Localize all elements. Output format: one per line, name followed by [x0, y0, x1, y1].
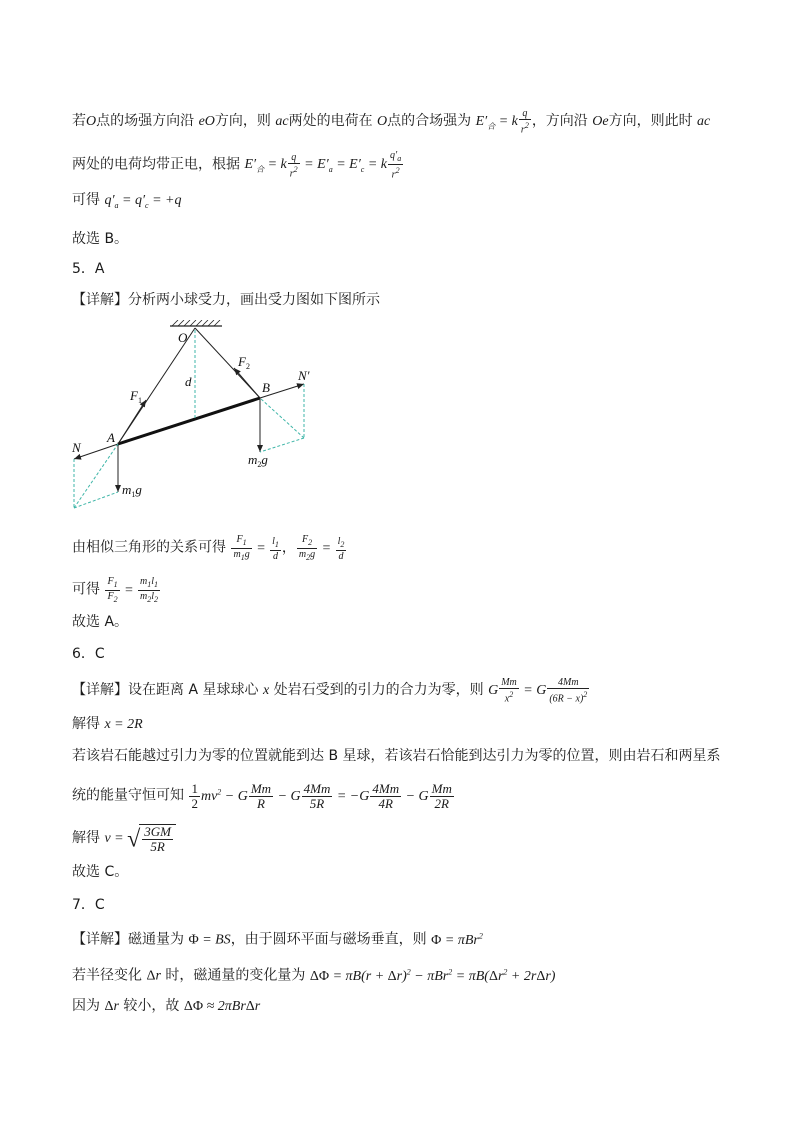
formula-ratio: $\frac{F_1}{F_2}$ = $\frac{m_1l_1}{m_2l_2}$: [107, 576, 159, 604]
text-line-15: [72, 824, 176, 854]
formula-field-equality: $E'_合 = k$ $\frac{q}{r^2}$ = $E'_a = E'_c = k$ $\frac{q'_a}{r^2}$: [244, 150, 402, 181]
text: 点的场强方向沿: [96, 112, 195, 129]
text-line-14: [72, 782, 455, 811]
text: 两处的电荷在: [288, 112, 373, 129]
text-line-7: [72, 534, 347, 563]
formula-delta-flux: $\Delta\Phi = \pi B(r + \Delta r)^2 - \pi Br^2 = \pi B(\Delta r^2 + 2r\Delta r)$: [309, 967, 556, 984]
text: 处岩石受到的引力的合力为零，则: [273, 681, 484, 698]
text-line-6: 【详解】分析两小球受力，画出受力图如下图所示: [72, 292, 380, 308]
text: 时，磁通量的变化量为: [165, 967, 306, 984]
answer-6: 6．C: [72, 646, 105, 662]
text-line-20: [72, 996, 260, 1017]
text: 可得: [72, 581, 100, 598]
arrow-F2: [234, 368, 260, 398]
text-line-3: [72, 190, 182, 216]
text-line-4: 故选 B。: [72, 231, 129, 247]
formula-x: x = 2R: [104, 717, 143, 732]
text: 【详解】磁通量为: [72, 931, 184, 948]
label-N: N: [72, 440, 81, 455]
text: 两处的电荷均带正电，根据: [72, 156, 240, 173]
text: 方向，则: [214, 112, 271, 129]
answer-5: 5．A: [72, 261, 105, 277]
text-line-12: [72, 714, 143, 735]
text: 【详解】设在距离 A 星球球心: [72, 681, 259, 698]
text: 统的能量守恒可知: [72, 787, 184, 804]
formula-flux-circle: Φ = πBr$^2$: [431, 931, 483, 948]
math-var: eO: [198, 113, 215, 129]
text-line-9: 故选 A。: [72, 614, 129, 630]
label-d: d: [185, 374, 192, 389]
text: 因为: [72, 998, 100, 1014]
text: 解得: [72, 716, 100, 732]
text: ，由于圆环平面与磁场垂直，则: [230, 931, 427, 948]
text: 若: [72, 112, 86, 129]
text-line-16: 故选 C。: [72, 864, 129, 880]
math-var: x: [262, 682, 270, 698]
formula-delta-r: Δr: [146, 968, 161, 984]
formula-approx: ΔΦ ≈ 2πBrΔr: [183, 999, 261, 1014]
label-Nprime: N′: [298, 368, 310, 383]
answer-7: 7．C: [72, 897, 105, 913]
label-F1: $F_1$: [130, 388, 142, 405]
formula-E-total: $E'_合 = k$ $\frac{q}{r^2}$: [475, 108, 529, 136]
label-B: B: [262, 380, 270, 395]
text-line-8: [72, 576, 161, 605]
label-O: O: [178, 330, 188, 345]
label-A: A: [107, 430, 115, 445]
text-line-13: 若该岩石能越过引力为零的位置就能到达 B 星球，若该岩石恰能到达引力为零的位置，则由岩石和两星系: [72, 748, 721, 764]
text: 较小，故: [123, 998, 180, 1014]
force-diagram: [62, 320, 322, 520]
formula-delta-r-2: Δr: [104, 999, 119, 1014]
text: 由相似三角形的关系可得: [72, 539, 226, 556]
math-var: ac: [275, 113, 289, 129]
text: ，方向沿: [531, 112, 588, 129]
text: 方向，则此时: [608, 112, 693, 129]
text-line-18: [72, 926, 483, 951]
math-var: O: [86, 113, 97, 129]
label-m1g: $m_1g$: [122, 482, 142, 499]
text: 可得: [72, 192, 100, 208]
math-var: Oe: [592, 113, 609, 129]
text: 若半径变化: [72, 967, 142, 984]
label-m2g: $m_2g$: [248, 452, 268, 469]
label-F2: $F_2$: [238, 354, 250, 371]
math-var: ac: [697, 113, 711, 129]
formula-flux: Φ = BS: [188, 932, 231, 948]
math-var: O: [377, 113, 388, 129]
text-line-1: [72, 108, 710, 137]
text: 点的合场强为: [387, 112, 472, 129]
text: 解得: [72, 830, 100, 847]
formula-gravity-balance: G $\frac{Mm}{x^2}$ = G $\frac{4Mm}{(6R - x)^2}$: [488, 677, 588, 705]
formula-v: v = √ $\frac{3GM}{5R}$: [104, 831, 176, 846]
text-line-11: [72, 677, 590, 704]
text-line-19: [72, 962, 555, 987]
text-line-2: [72, 150, 404, 180]
formula-charges: $q'_a = q'_c = +q$: [104, 193, 182, 210]
formula-similar-triangles: $\frac{F_1}{m_1g}$ = $\frac{l_1}{d}$ ， $\frac{F_2}{m_2g}$ = $\frac{l_2}{d}$: [233, 534, 345, 562]
ceiling-hatch: [172, 320, 220, 326]
formula-energy: $\frac{1}{2}$ $mv^2 - G$ $\frac{Mm}{R}$ − G $\frac{4Mm}{5R}$ = −G $\frac{4Mm}{4R}$ − G $\frac{Mm}{2R}$: [191, 781, 452, 811]
